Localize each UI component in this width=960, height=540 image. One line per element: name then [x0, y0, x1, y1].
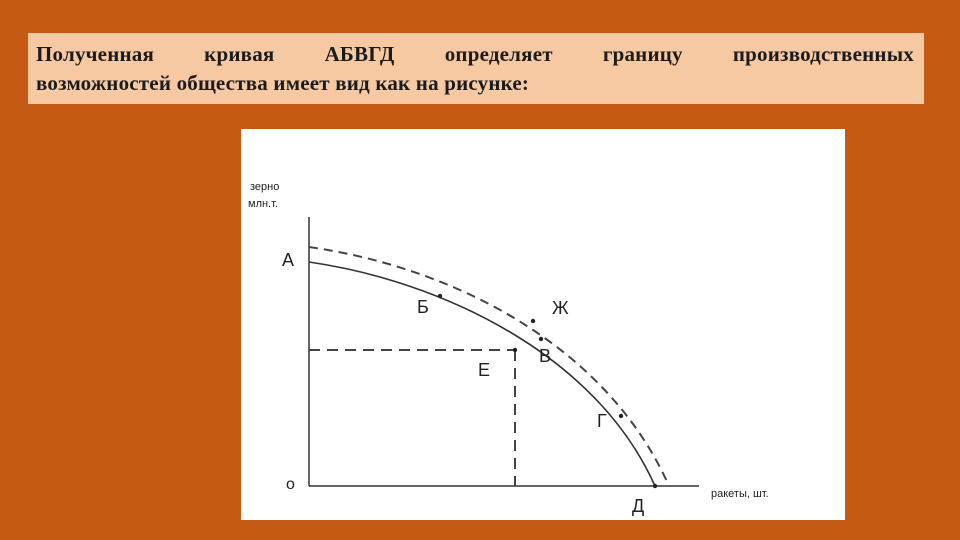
point-b-marker: [438, 294, 442, 298]
ppf-diagram: [241, 129, 845, 520]
point-zh-label: Ж: [552, 298, 569, 318]
y-axis-label-line-2: млн.т.: [248, 198, 278, 210]
point-v-marker: [539, 337, 543, 341]
point-e-marker: [513, 348, 517, 352]
point-zh-marker: [531, 319, 535, 323]
caption-line-1: Полученная кривая АБВГД определяет границу производственных: [36, 42, 914, 66]
point-b-label: Б: [417, 297, 429, 317]
caption-box: [28, 33, 924, 104]
caption-line-2: возможностей общества имеет вид как на рисунке:: [36, 71, 530, 95]
point-v-label: В: [539, 346, 552, 366]
x-axis-label: ракеты, шт.: [711, 488, 769, 500]
point-d-marker: [653, 484, 657, 488]
point-g-label: Г: [597, 411, 607, 431]
origin-label: о: [286, 476, 295, 493]
point-a-label: А: [282, 250, 295, 270]
ppf-diagram-svg: [241, 129, 845, 520]
point-g-marker: [619, 414, 623, 418]
y-axis-label-line-1: зерно: [250, 181, 280, 193]
point-d-label: Д: [632, 496, 645, 516]
point-e-label: Е: [478, 360, 491, 380]
